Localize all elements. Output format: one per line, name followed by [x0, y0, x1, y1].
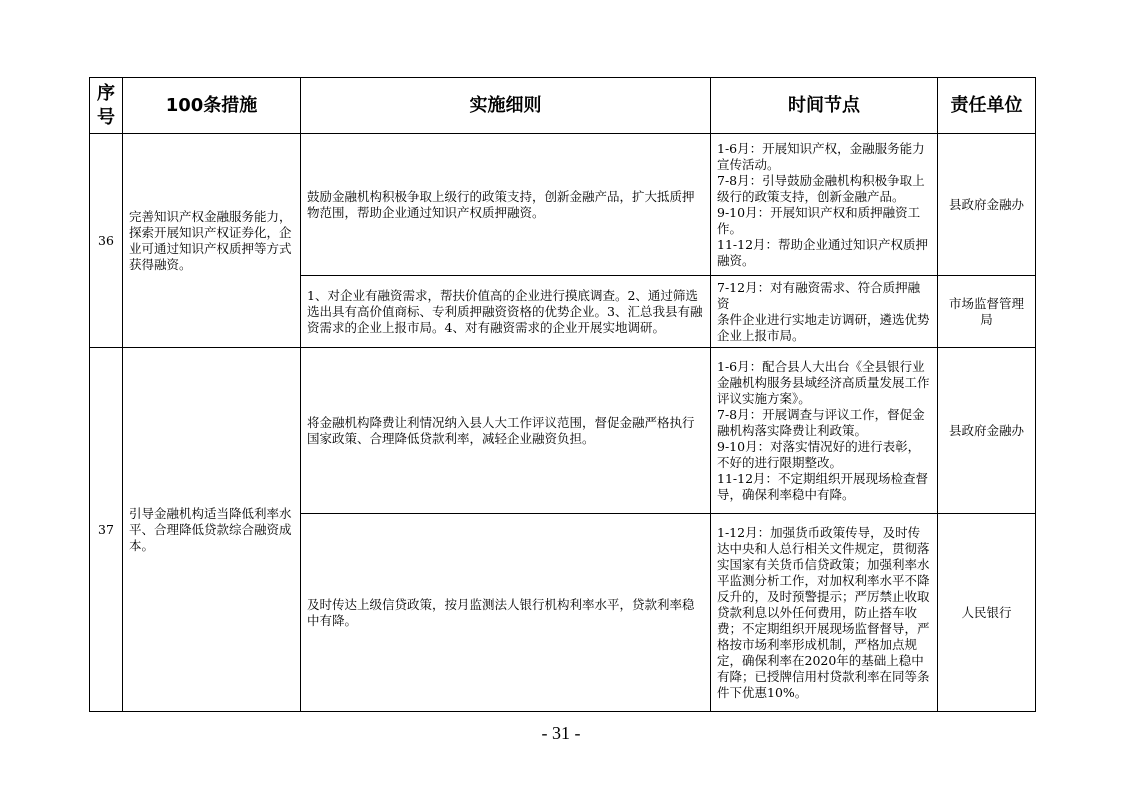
timeline-line: 1-6月：配合县人大出台《全县银行业金融机构服务县域经济高质量发展工作评议实施方案》。 [717, 358, 930, 406]
row-detail: 将金融机构降费让利情况纳入县人大工作评议范围，督促金融严格执行国家政策、合理降低贷款利率，减轻企业融资负担。 [301, 348, 711, 514]
row-unit: 人民银行 [938, 514, 1036, 712]
table-row [90, 348, 1036, 514]
row-unit: 市场监督管理局 [938, 276, 1036, 348]
row-timeline [711, 514, 938, 712]
timeline-line: 7-8月：引导鼓励金融机构积极争取上级行的政策支持，创新金融产品。 [717, 172, 925, 204]
row-detail: 鼓励金融机构积极争取上级行的政策支持，创新金融产品，扩大抵质押物范围，帮助企业通过知识产权质押融资。 [301, 134, 711, 276]
timeline-line: 1-12月：加强货币政策传导，及时传达中央和人总行相关文件规定，贯彻落实国家有关货币信贷政策；加强利率水平监测分析工作，对加权利率水平不降反升的，及时预警提示；严厉禁止收取贷款利息以外任何费用，防止搭车收费；不定期组织开展现场监督督导，严格按市场利率形成机制，严格加点规定，确保利率在2020年的基础上稳中有降；已授牌信用村贷款利率在同等条件下优惠10%。 [717, 524, 930, 700]
timeline-line: 7-12月：对有融资需求、符合质押融资 [717, 279, 921, 311]
header-unit: 责任单位 [938, 78, 1036, 134]
row-unit: 县政府金融办 [938, 348, 1036, 514]
row-measure: 完善知识产权金融服务能力，探索开展知识产权证券化，企业可通过知识产权质押等方式获得融资。 [123, 134, 301, 348]
row-detail: 1、对企业有融资需求，帮扶价值高的企业进行摸底调查。2、通过筛选选出具有高价值商标、专利质押融资资格的优势企业。3、汇总我县有融资需求的企业上报市局。4、对有融资需求的企业开展实地调研。 [301, 276, 711, 348]
timeline-line: 9-10月：开展知识产权和质押融资工作。 [717, 204, 921, 236]
timeline-line: 11-12月：帮助企业通过知识产权质押融资。 [717, 236, 929, 268]
measures-table [89, 77, 1036, 712]
timeline-line: 11-12月：不定期组织开展现场检查督导，确保利率稳中有降。 [717, 470, 929, 502]
row-seq: 37 [90, 348, 123, 712]
row-timeline [711, 276, 938, 348]
row-timeline [711, 348, 938, 514]
table-header-row [90, 78, 1036, 134]
table-row [90, 134, 1036, 276]
timeline-line: 1-6月：开展知识产权，金融服务能力宣传活动。 [717, 140, 925, 172]
header-detail: 实施细则 [301, 78, 711, 134]
header-measure: 100条措施 [123, 78, 301, 134]
row-timeline [711, 134, 938, 276]
row-unit: 县政府金融办 [938, 134, 1036, 276]
row-detail: 及时传达上级信贷政策，按月监测法人银行机构利率水平，贷款利率稳中有降。 [301, 514, 711, 712]
header-seq: 序号 [90, 78, 123, 134]
timeline-line: 9-10月：对落实情况好的进行表彰，不好的进行限期整改。 [717, 438, 921, 470]
timeline-line: 7-8月：开展调查与评议工作，督促金融机构落实降费让利政策。 [717, 406, 925, 438]
row-measure: 引导金融机构适当降低利率水平、合理降低贷款综合融资成本。 [123, 348, 301, 712]
header-timeline: 时间节点 [711, 78, 938, 134]
page-number: - 31 - [541, 723, 581, 743]
row-seq: 36 [90, 134, 123, 348]
timeline-line: 条件企业进行实地走访调研，遴选优势企业上报市局。 [717, 311, 930, 343]
